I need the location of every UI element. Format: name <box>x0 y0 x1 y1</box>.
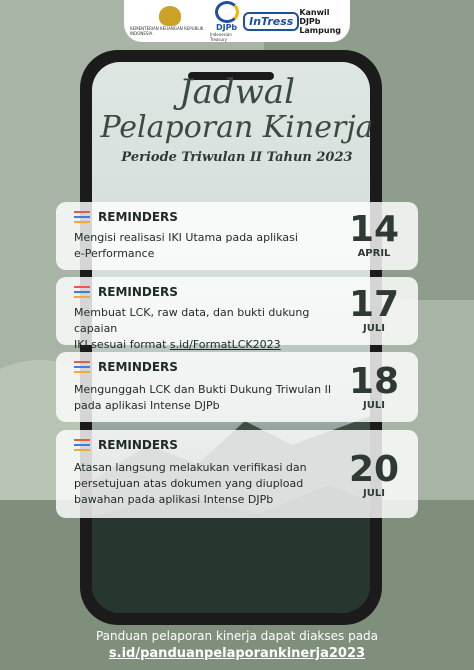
reminder-header <box>74 285 178 299</box>
reminder-day: 18 <box>348 361 400 402</box>
reminder-line: pada aplikasi Intense DJPb <box>74 399 220 412</box>
kemenkeu-logo <box>130 6 210 36</box>
reminder-text <box>74 382 336 414</box>
reminder-card <box>56 352 418 422</box>
reminder-text <box>74 230 336 262</box>
djpb-logo-text: DJPb <box>215 22 238 32</box>
kanwil-logo-text <box>299 8 344 35</box>
reminder-card <box>56 430 418 518</box>
kanwil-line2: Lampung <box>299 25 341 35</box>
djpb-logo-subtext: Indonesian Treasury <box>210 31 232 42</box>
reminder-header <box>74 210 178 224</box>
checklist-icon <box>74 285 90 299</box>
reminder-heading: REMINDERS <box>98 360 178 374</box>
reminder-line: Membuat LCK, raw data, dan bukti dukung capaian <box>74 306 310 335</box>
panduan-link[interactable]: s.id/panduanpelaporankinerja2023 <box>108 646 366 661</box>
reminder-card <box>56 202 418 270</box>
reminder-line <box>74 337 336 353</box>
reminder-line: bawahan pada aplikasi Intense DJPb <box>74 493 274 506</box>
reminder-month: APRIL <box>357 248 391 259</box>
djpb-logo <box>210 1 243 42</box>
footer-text: Panduan pelaporan kinerja dapat diakses pada <box>95 629 379 643</box>
reminder-heading: REMINDERS <box>98 438 178 452</box>
kemenkeu-logo-text: KEMENTERIAN KEUANGAN REPUBLIK INDONESIA <box>130 26 204 36</box>
reminder-day: 20 <box>348 449 400 490</box>
reminder-day: 17 <box>348 284 400 325</box>
reminder-line: persetujuan atas dokumen yang diupload <box>74 477 304 490</box>
reminder-month: JULI <box>363 488 385 499</box>
checklist-icon <box>74 360 90 374</box>
checklist-icon <box>74 438 90 452</box>
reminder-header <box>74 438 178 452</box>
reminder-card <box>56 277 418 351</box>
reminder-day: 14 <box>348 209 400 250</box>
reminder-text <box>74 305 336 353</box>
djpb-mark-icon <box>215 1 239 23</box>
reminder-month: JULI <box>363 400 385 411</box>
reminder-line: Mengunggah LCK dan Bukti Dukung Triwulan II <box>74 383 332 396</box>
footer <box>0 627 474 663</box>
checklist-icon <box>74 210 90 224</box>
reminder-header <box>74 360 178 374</box>
reminder-heading: REMINDERS <box>98 210 178 224</box>
kemenkeu-emblem-icon <box>159 6 181 26</box>
intress-logo: InTress <box>243 12 299 31</box>
title-line2: Pelaporan Kinerja <box>100 110 374 145</box>
reminder-heading: REMINDERS <box>98 285 178 299</box>
reminder-text <box>74 460 336 508</box>
reminder-line: e-Performance <box>74 247 155 260</box>
reminder-line-prefix: IKI sesuai format <box>74 338 170 351</box>
reminder-month: JULI <box>363 323 385 334</box>
subtitle: Periode Triwulan II Tahun 2023 <box>121 150 353 165</box>
kanwil-line1: Kanwil DJPb <box>299 7 330 26</box>
format-lck-link[interactable]: s.id/FormatLCK2023 <box>169 338 281 351</box>
logo-header <box>124 0 350 42</box>
reminder-line: Atasan langsung melakukan verifikasi dan <box>74 461 307 474</box>
reminder-line: Mengisi realisasi IKI Utama pada aplikasi <box>74 231 298 244</box>
title-line1: Jadwal <box>179 72 295 112</box>
